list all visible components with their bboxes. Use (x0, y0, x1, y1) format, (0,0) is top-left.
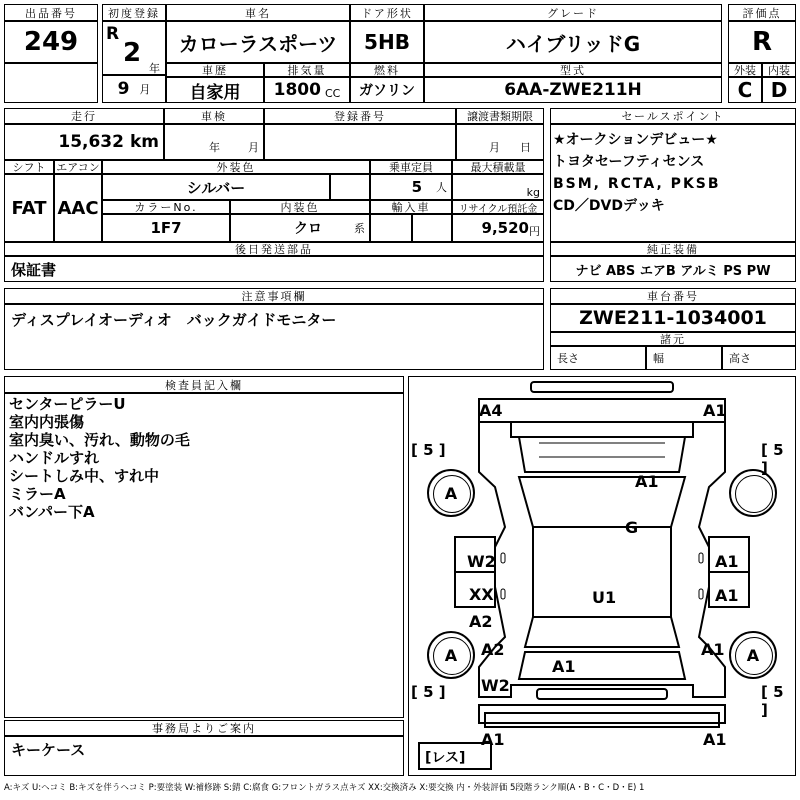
shift-header: シフト (4, 160, 54, 174)
capacity-value: 5 (411, 178, 422, 196)
tire-front-left (427, 469, 475, 517)
int-color-value: クロ (294, 221, 322, 237)
damage-diagram (408, 376, 796, 776)
door-header: ドア形状 (350, 4, 424, 21)
mark-right-rear-door: A1 (715, 586, 739, 605)
lot-no-blank (4, 63, 98, 103)
aircon-header: エアコン (54, 160, 102, 174)
aircon-value: AAC (54, 174, 102, 242)
recycle-value: 9,520 (481, 219, 529, 237)
displacement-value: 1800 (273, 80, 321, 100)
era-value: R (106, 24, 120, 44)
sales-point-item: BSM, RCTA, PKSB (553, 176, 721, 192)
interior-value: D (762, 77, 796, 103)
lot-no-value: 249 (4, 21, 98, 63)
displacement-cell (264, 77, 350, 103)
spare-tire-mark: [レス] (425, 750, 466, 766)
tread-rear-left: [ 5 ] (411, 683, 446, 701)
fuel-value: ガソリン (350, 77, 424, 103)
ext-color-header: 外装色 (102, 160, 370, 174)
month-cell (102, 75, 166, 103)
year-value: 2 (123, 38, 142, 68)
recycle-header: リサイクル預託金 (452, 200, 544, 214)
office-value: キーケース (4, 736, 404, 776)
mark-left-front-door: W2 (467, 552, 496, 571)
grade-header: グレード (424, 4, 722, 21)
genuine-equip-value: ナビ ABS エアB アルミ PS PW (550, 256, 796, 282)
int-color-cell (230, 214, 370, 242)
km-unit: km (129, 132, 159, 152)
mileage-header: 走行 (4, 108, 164, 124)
mark-left-quarter: A2 (481, 640, 505, 659)
max-load-cell (452, 174, 544, 200)
displacement-header: 排気量 (264, 63, 350, 77)
grade-value: ハイブリッドG (424, 21, 722, 63)
tread-rear-right: [ 5 ] (761, 683, 784, 719)
month-value: 9 (117, 79, 130, 99)
chassis-no-header: 車台番号 (550, 288, 796, 304)
transfer-month-unit: 月 (489, 141, 500, 154)
width-label: 幅 (646, 346, 722, 370)
ext-color-value: シルバー (102, 174, 330, 200)
exterior-value: C (728, 77, 762, 103)
mileage-value: 15,632 (58, 132, 124, 152)
capacity-cell (370, 174, 452, 200)
height-label: 高さ (722, 346, 796, 370)
mark-left-pillar: XX (469, 585, 494, 604)
later-parts-value: 保証書 (4, 256, 544, 282)
sales-point-header: セールスポイント (550, 108, 796, 124)
mark-front-bumper-left: A4 (479, 401, 503, 420)
chassis-no-value: ZWE211-1034001 (550, 304, 796, 332)
later-parts-header: 後日発送部品 (4, 242, 544, 256)
capacity-header: 乗車定員 (370, 160, 452, 174)
exterior-header: 外装 (728, 63, 762, 77)
transfer-doc-header: 譲渡書類期限 (456, 108, 544, 124)
kei-unit: 系 (354, 222, 365, 235)
color-no-header: カラーNo. (102, 200, 230, 214)
genuine-equip-header: 純正装備 (550, 242, 796, 256)
score-value: R (728, 21, 796, 63)
transfer-doc-cell (456, 124, 544, 160)
notes-value: ディスプレイオーディオ バックガイドモニター (4, 304, 544, 370)
kg-unit: kg (526, 186, 540, 199)
mark-right-front-door: A1 (715, 552, 739, 571)
first-reg-year-cell (102, 21, 166, 75)
inspector-note: センターピラーU (9, 395, 126, 413)
year-unit: 年 (149, 62, 160, 75)
import-cell-b (412, 214, 452, 242)
transfer-day-unit: 日 (520, 141, 531, 154)
recycle-cell (452, 214, 544, 242)
dims-header: 諸元 (550, 332, 796, 346)
length-label: 長さ (550, 346, 646, 370)
legend: A:キズ U:ヘコミ B:キズを伴うヘコミ P:要塗装 W:補修跡 S:錆 C:腐食 G:フロントガラス点キズ XX:交換済み X:要交換 内・外装評価 5段階ランク順(A・B・C・D・E) 1 (4, 783, 645, 793)
shift-value: FAT (4, 174, 54, 242)
mark-roof: U1 (592, 588, 617, 607)
tread-front-right: [ 5 ] (761, 441, 784, 477)
inspector-notes-box (4, 393, 404, 718)
lot-no-header: 出品番号 (4, 4, 98, 21)
import-cell-a (370, 214, 412, 242)
first-reg-header: 初度登録 (102, 4, 166, 21)
tread-front-left: [ 5 ] (411, 441, 446, 459)
model-code-value: 6AA-ZWE211H (424, 77, 722, 103)
mark-front-bumper-right: A1 (703, 401, 727, 420)
fuel-header: 燃料 (350, 63, 424, 77)
car-name-value: カローラスポーツ (166, 21, 350, 63)
import-header: 輸入車 (370, 200, 452, 214)
car-name-header: 車名 (166, 4, 350, 21)
color-no-value: 1F7 (102, 214, 230, 242)
max-load-header: 最大積載量 (452, 160, 544, 174)
month-unit: 月 (139, 83, 151, 96)
model-code-header: 型式 (424, 63, 722, 77)
ext-color-code (330, 174, 370, 200)
mark-hood: A1 (635, 472, 659, 491)
inspector-note: ハンドルすれ (9, 449, 100, 467)
inspector-header: 検査員記入欄 (4, 376, 404, 393)
sales-point-item: CD／DVDデッキ (553, 198, 665, 214)
mark-rear-bumper-left: A1 (481, 730, 505, 749)
reg-no-value (264, 124, 456, 160)
inspection-month-unit: 月 (248, 141, 259, 154)
inspector-note: ミラーA (9, 485, 66, 503)
tire-rear-right (729, 631, 777, 679)
history-value: 自家用 (166, 77, 264, 103)
car-outline (409, 377, 795, 775)
inspector-note: 室内内張傷 (9, 413, 85, 431)
mark-rear-bumper-right: A1 (703, 730, 727, 749)
sales-points-box (550, 124, 796, 242)
mark-left-rear-door: A2 (469, 612, 493, 631)
tire-rear-right-mark: A (746, 645, 760, 665)
office-header: 事務局よりご案内 (4, 720, 404, 736)
persons-unit: 人 (436, 181, 447, 194)
score-header: 評価点 (728, 4, 796, 21)
inspector-note: 室内臭い、汚れ、動物の毛 (9, 431, 190, 449)
reg-no-header: 登録番号 (264, 108, 456, 124)
sales-point-item: ★オークションデビュー★ (553, 132, 718, 148)
inspector-note: バンパー下A (9, 503, 95, 521)
cc-unit: CC (324, 86, 341, 100)
int-color-header: 内装色 (230, 200, 370, 214)
tire-front-left-mark: A (444, 483, 458, 503)
mark-trunk: A1 (552, 657, 576, 676)
inspection-cell (164, 124, 264, 160)
yen-unit: 円 (529, 225, 540, 238)
history-header: 車歴 (166, 63, 264, 77)
tire-rear-left-mark: A (444, 645, 458, 665)
tire-rear-left (427, 631, 475, 679)
notes-header: 注意事項欄 (4, 288, 544, 304)
mileage-cell (4, 124, 164, 160)
mark-right-quarter: A1 (701, 640, 725, 659)
sales-point-item: トヨタセーフティセンス (553, 154, 705, 170)
inspection-header: 車検 (164, 108, 264, 124)
door-value: 5HB (350, 21, 424, 63)
mark-windshield: G (625, 518, 639, 537)
inspector-note: シートしみ中、すれ中 (9, 467, 160, 485)
interior-header: 内装 (762, 63, 796, 77)
mark-left-rear-bumper: W2 (481, 676, 510, 695)
inspection-year-unit: 年 (209, 141, 220, 154)
